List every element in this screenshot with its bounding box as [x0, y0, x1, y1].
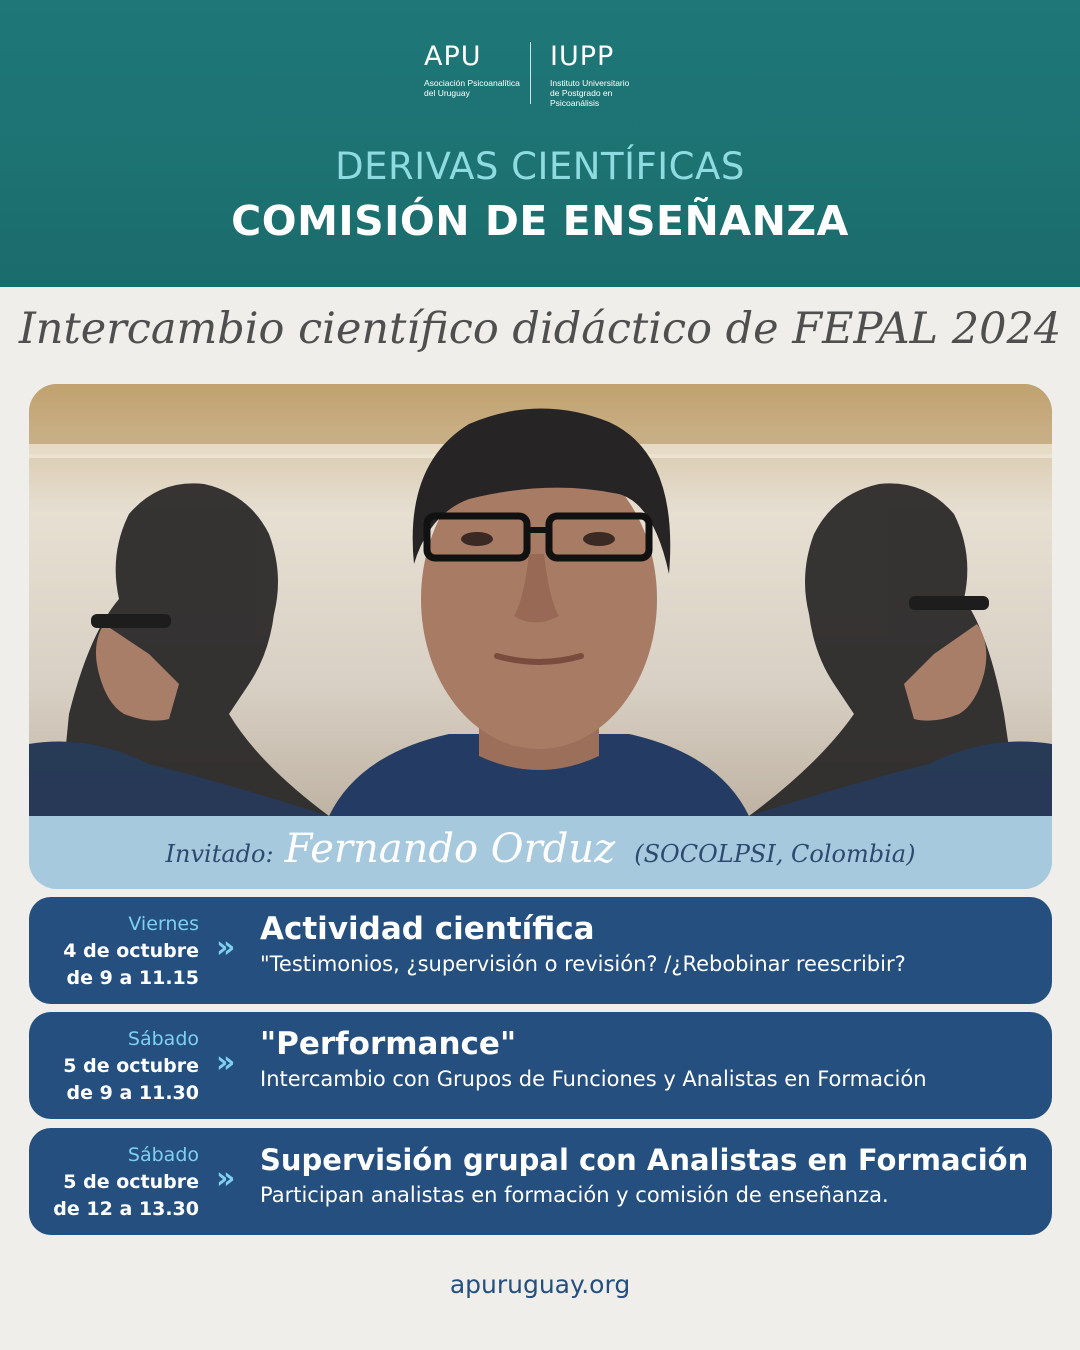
schedule-date: 5 de octubre — [63, 1055, 199, 1077]
chevron-right-icon: » — [216, 1045, 236, 1080]
apu-logo-mark: APU — [424, 41, 482, 72]
schedule-day: Sábado — [127, 1144, 199, 1166]
header-band — [0, 0, 1080, 287]
speaker-photo — [29, 384, 1052, 816]
chevron-right-icon: » — [216, 930, 236, 965]
schedule-day: Sábado — [127, 1028, 199, 1050]
schedule-day: Viernes — [128, 913, 199, 935]
schedule-card — [29, 1128, 1052, 1235]
schedule-time: de 12 a 13.30 — [53, 1198, 199, 1220]
apu-logo-subtitle: Asociación Psicoanalítica del Uruguay — [424, 78, 520, 98]
schedule-activity — [260, 1024, 1040, 1094]
schedule-card — [29, 1012, 1052, 1119]
invited-label: Invitado: — [165, 840, 274, 868]
activity-description: "Testimonios, ¿supervisión o revisión? /¿Rebobinar reescribir? — [260, 952, 906, 976]
schedule-when — [29, 1026, 199, 1107]
logo-divider — [530, 42, 531, 104]
event-title: Intercambio científico didáctico de FEPAL 2024 — [18, 304, 1062, 354]
speaker-photo-illustration — [29, 384, 1052, 816]
activity-title: Actividad científica — [260, 911, 595, 947]
schedule-time: de 9 a 11.15 — [66, 967, 199, 989]
chevron-right-icon: » — [216, 1161, 236, 1196]
schedule-card — [29, 897, 1052, 1004]
activity-title: Supervisión grupal con Analistas en Formación — [260, 1143, 1029, 1177]
iupp-logo — [550, 42, 660, 108]
schedule-activity — [260, 909, 1040, 979]
schedule-when — [29, 911, 199, 992]
speaker-card — [29, 384, 1052, 889]
header-title: COMISIÓN DE ENSEÑANZA — [231, 197, 849, 245]
iupp-logo-mark: IUPP — [550, 41, 615, 72]
website-link[interactable]: apuruguay.org — [449, 1270, 631, 1299]
activity-title: "Performance" — [260, 1026, 517, 1062]
activity-description: Participan analistas en formación y comisión de enseñanza. — [260, 1183, 889, 1207]
invited-bar — [29, 816, 1052, 889]
schedule-when — [29, 1142, 199, 1223]
schedule-time: de 9 a 11.30 — [66, 1082, 199, 1104]
speaker-figure — [329, 408, 749, 816]
iupp-logo-subtitle: Instituto Universitario de Postgrado en Psicoanálisis — [550, 78, 630, 108]
right-reflection — [749, 483, 1052, 816]
apu-logo — [424, 42, 534, 98]
schedule-date: 5 de octubre — [63, 1171, 199, 1193]
activity-description: Intercambio con Grupos de Funciones y Analistas en Formación — [260, 1067, 927, 1091]
left-reflection — [29, 483, 329, 816]
schedule-activity — [260, 1140, 1040, 1210]
logos — [0, 38, 1080, 118]
schedule-date: 4 de octubre — [63, 940, 199, 962]
speaker-name: Fernando Orduz — [284, 826, 616, 872]
header-subtitle: DERIVAS CIENTÍFICAS — [335, 145, 745, 188]
speaker-organization: (SOCOLPSI, Colombia) — [634, 840, 916, 868]
